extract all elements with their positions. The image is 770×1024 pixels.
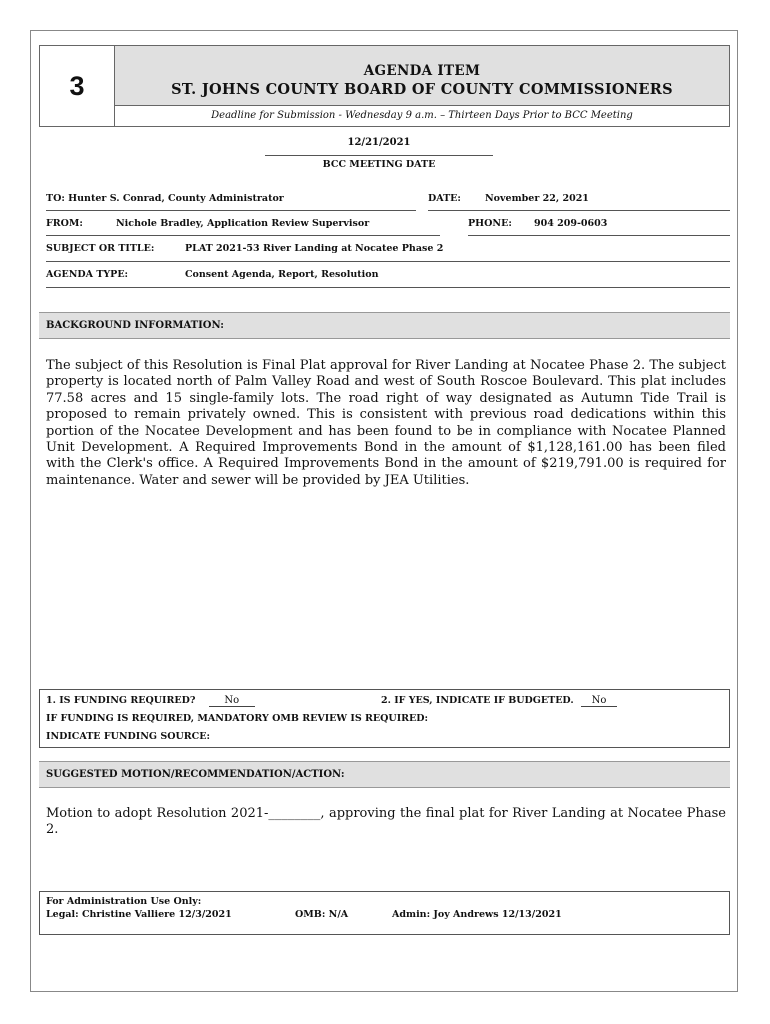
funding-box bbox=[39, 689, 730, 748]
budgeted-value: No bbox=[581, 695, 617, 707]
admin-heading: For Administration Use Only: bbox=[46, 896, 202, 907]
funding-required-label: 1. IS FUNDING REQUIRED? bbox=[46, 695, 196, 706]
page-frame bbox=[30, 30, 738, 992]
from-value: Nichole Bradley, Application Review Supervisor bbox=[116, 218, 370, 229]
budgeted-question bbox=[381, 695, 617, 707]
budgeted-label: 2. IF YES, INDICATE IF BUDGETED. bbox=[381, 695, 574, 706]
agenda-title-line2: ST. JOHNS COUNTY BOARD OF COUNTY COMMISSIONERS bbox=[171, 81, 673, 98]
subject-label: SUBJECT OR TITLE: bbox=[46, 243, 155, 254]
subject-value: PLAT 2021-53 River Landing at Nocatee Phase 2 bbox=[185, 243, 444, 254]
motion-heading: SUGGESTED MOTION/RECOMMENDATION/ACTION: bbox=[39, 761, 730, 788]
omb-review: OMB: N/A bbox=[295, 909, 349, 920]
phone-underline bbox=[468, 235, 730, 236]
date-underline bbox=[428, 210, 730, 211]
funding-required-value: No bbox=[209, 695, 255, 707]
meeting-date-label: BCC MEETING DATE bbox=[322, 159, 436, 170]
subject-underline bbox=[46, 261, 730, 262]
motion-text: Motion to adopt Resolution 2021-________, approving the final plat for River Landing at Nocatee Phase 2. bbox=[46, 806, 726, 838]
legal-review: Legal: Christine Valliere 12/3/2021 bbox=[46, 909, 232, 920]
agenda-title-line1: AGENDA ITEM bbox=[363, 63, 481, 79]
funding-required-question bbox=[46, 695, 255, 707]
omb-review-note: IF FUNDING IS REQUIRED, MANDATORY OMB REVIEW IS REQUIRED: bbox=[46, 713, 429, 724]
agenda-type-value: Consent Agenda, Report, Resolution bbox=[185, 269, 379, 280]
to-underline bbox=[46, 210, 416, 211]
from-label: FROM: bbox=[46, 218, 83, 229]
background-text: The subject of this Resolution is Final Plat approval for River Landing at Nocatee Phase 2. The subject property is located north of Palm Valley Road and west of South Roscoe Boulevard. This plat includes 77.58 acres and 15 single-family lots. The road right of way designated as Autumn Tide Trail is proposed to remain privately owned. This is consistent with previous road dedications within this portion of the Nocatee Development and has been found to be in compliance with Nocatee Planned Unit Development. A Required Improvements Bond in the amount of $1,128,161.00 has been filed with the Clerk's office. A Required Improvements Bond in the amount of $219,791.00 is required for maintenance. Water and sewer will be provided by JEA Utilities. bbox=[46, 358, 726, 488]
date-label: DATE: bbox=[428, 193, 461, 204]
date-value: November 22, 2021 bbox=[485, 193, 589, 204]
meeting-date: 12/21/2021 bbox=[347, 137, 411, 148]
agenda-title bbox=[115, 46, 729, 106]
phone-label: PHONE: bbox=[468, 218, 512, 229]
agenda-item-number: 3 bbox=[40, 46, 115, 126]
meeting-date-underline bbox=[265, 155, 493, 156]
admin-box bbox=[39, 891, 730, 935]
phone-value: 904 209-0603 bbox=[534, 218, 608, 229]
admin-review: Admin: Joy Andrews 12/13/2021 bbox=[392, 909, 562, 920]
to-field: TO: Hunter S. Conrad, County Administrator bbox=[46, 193, 284, 204]
agenda-header bbox=[39, 45, 730, 127]
submission-deadline: Deadline for Submission - Wednesday 9 a.m. – Thirteen Days Prior to BCC Meeting bbox=[211, 110, 633, 121]
agenda-type-underline bbox=[46, 287, 730, 288]
funding-source-label: INDICATE FUNDING SOURCE: bbox=[46, 731, 210, 742]
from-underline bbox=[46, 235, 440, 236]
background-heading: BACKGROUND INFORMATION: bbox=[39, 312, 730, 339]
agenda-type-label: AGENDA TYPE: bbox=[46, 269, 129, 280]
